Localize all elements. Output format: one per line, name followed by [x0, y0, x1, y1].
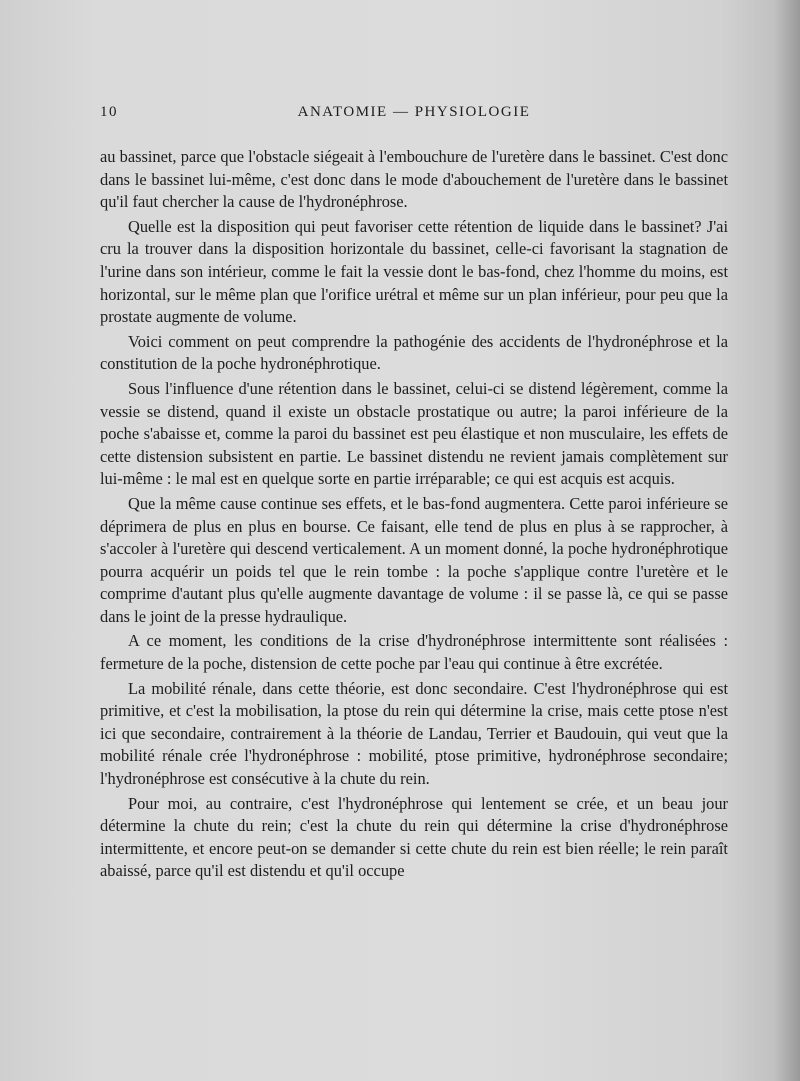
text-body	[100, 146, 728, 885]
running-title: ANATOMIE — PHYSIOLOGIE	[297, 104, 531, 120]
paragraph: Voici comment on peut comprendre la pathogénie des accidents de l'hydronéphrose et la constitution de la poche hydronéphrotique.	[100, 331, 728, 374]
paragraph: Quelle est la disposition qui peut favoriser cette rétention de liquide dans le bassinet? J'ai cru la trouver dans la disposition horizontale du bassinet, celle-ci favorisant la stagnation de l'urine dans son intérieur, comme le fait la vessie dont le bas-fond, chez l'homme du moins, est horizontal, sur le même plan que l'orifice urétral et même sur un plan inférieur, pour peu que la prostate augmente de volume.	[100, 216, 728, 327]
paragraph: La mobilité rénale, dans cette théorie, est donc secondaire. C'est l'hydronéphrose qui est primitive, et c'est la mobilisation, la ptose du rein qui détermine la crise, mais cette ptose n'est ici que secondaire, contrairement à la théorie de Landau, Terrier et Baudouin, qui veut que la mobilité rénale crée l'hydronéphrose : mobilité, ptose primitive, hydronéphrose secondaire; l'hydronéphrose est consécutive à la chute du rein.	[100, 678, 728, 789]
paragraph: Que la même cause continue ses effets, et le bas-fond augmentera. Cette paroi inférieure se déprimera de plus en plus en bourse. Ce faisant, elle tend de plus en plus à se rapprocher, à s'accoler à l'uretère qui descend verticalement. A un moment donné, la poche hydronéphrotique pourra acquérir un poids tel que le rein tombe : la poche s'applique contre l'uretère et le comprime d'autant plus qu'elle augmente davantage de volume : il se passe là, ce qui se passe dans le joint de la presse hydraulique.	[100, 493, 728, 626]
paragraph: au bassinet, parce que l'obstacle siégeait à l'embouchure de l'uretère dans le bassinet. C'est donc dans le bassinet lui-même, c'est donc dans le mode d'abouchement de l'uretère dans le bassinet qu'il faut chercher la cause de l'hydronéphrose.	[100, 147, 728, 212]
paragraph: A ce moment, les conditions de la crise d'hydronéphrose intermittente sont réalisées : fermeture de la poche, distension de cette poche par l'eau qui continue à être excrétée.	[100, 631, 728, 674]
paragraph: Sous l'influence d'une rétention dans le bassinet, celui-ci se distend légèrement, comme la vessie se distend, quand il existe un obstacle prostatique ou autre; la paroi inférieure de la poche s'abaisse et, comme la paroi du bassinet est peu élastique et non musculaire, les effets de cette distension subsistent en partie. Le bassinet distendu ne revient jamais complètement sur lui-même : le mal est en quelque sorte en partie irréparable; ce qui est acquis est acquis.	[100, 378, 728, 489]
page-edge-shadow	[774, 0, 800, 1081]
page-header	[100, 104, 728, 128]
paragraph: Pour moi, au contraire, c'est l'hydronéphrose qui lentement se crée, et un beau jour détermine la chute du rein; c'est la chute du rein qui détermine la crise d'hydronéphrose intermittente, et encore peut-on se demander si cette chute du rein est bien réelle; le rein paraît abaissé, parce qu'il est distendu et qu'il occupe	[100, 793, 728, 881]
page-number: 10	[100, 104, 118, 120]
